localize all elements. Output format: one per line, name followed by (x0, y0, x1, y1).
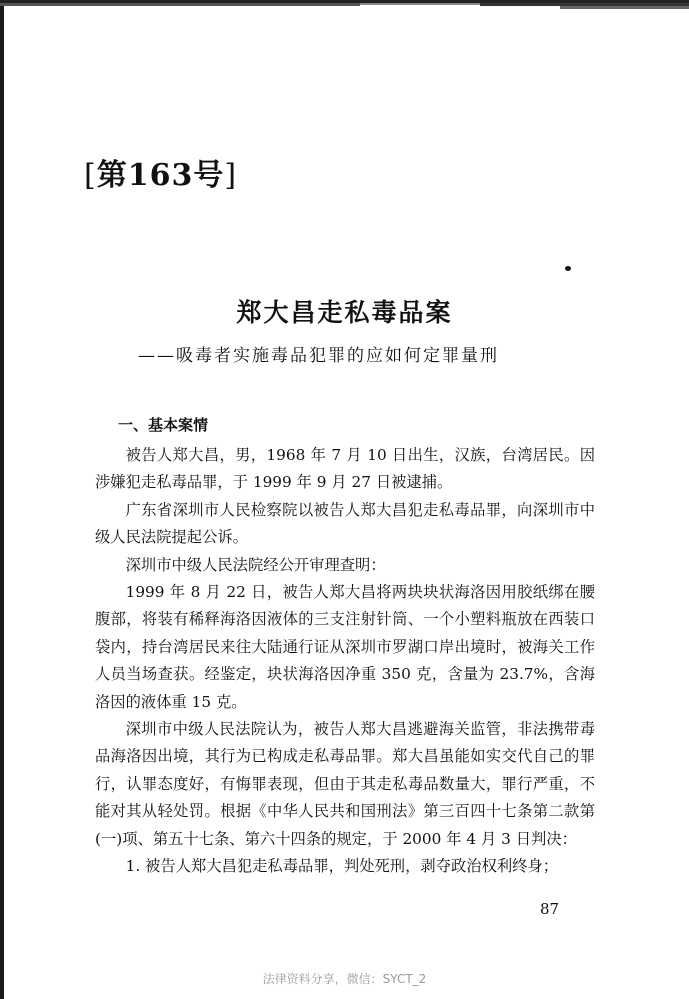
section-heading: 一、基本案情 (118, 416, 209, 434)
paragraph: 1999 年 8 月 22 日，被告人郑大昌将两块块状海洛因用胶纸绑在腰腹部，将装有稀释海洛因液体的三支注射针筒、一个小塑料瓶放在西装口袋内，持台湾居民来往大陆通行证从深圳市罗湖口岸出境时，被海关工作人员当场查获。经鉴定，块状海洛因净重 350 克，含量为 23.7%，含海洛因的液体重 15 克。 (95, 583, 595, 711)
scan-left-edge (0, 6, 4, 999)
paragraph: 1. 被告人郑大昌犯走私毒品罪，判处死刑，剥夺政治权利终身； (125, 857, 559, 876)
page-number: 87 (540, 900, 560, 918)
case-number: [第163号] (84, 158, 238, 193)
case-number-text: 第163号 (96, 158, 225, 193)
paragraph: 深圳市中级人民法院认为，被告人郑大昌逃避海关监管，非法携带毒品海洛因出境，其行为已构成走私毒品罪。郑大昌虽能如实交代自己的罪行，认罪态度好，有悔罪表现，但由于其走私毒品数量大，罪行严重，不能对其从轻处罚。根据《中华人民共和国刑法》第三百四十七条第二款第(一)项、第五十七条、第六十四条的规定，于 2000 年 4 月 3 日判决： (95, 720, 595, 848)
scan-speck (565, 266, 571, 271)
paragraph: 广东省深圳市人民检察院以被告人郑大昌犯走私毒品罪，向深圳市中级人民法院提起公诉。 (95, 500, 595, 547)
paragraph: 深圳市中级人民法院经公开审理查明： (125, 555, 386, 574)
page-subtitle: ——吸毒者实施毒品犯罪的应如何定罪量刑 (138, 346, 499, 366)
body-text (95, 442, 595, 881)
page-title: 郑大昌走私毒品案 (236, 298, 453, 327)
watermark-text: 法律资料分享，微信：SYCT_2 (262, 972, 427, 986)
scan-top-edge (0, 0, 689, 12)
paragraph: 被告人郑大昌，男，1968 年 7 月 10 日出生，汉族，台湾居民。因涉嫌犯走私毒品罪，于 1999 年 9 月 27 日被逮捕。 (95, 446, 595, 492)
